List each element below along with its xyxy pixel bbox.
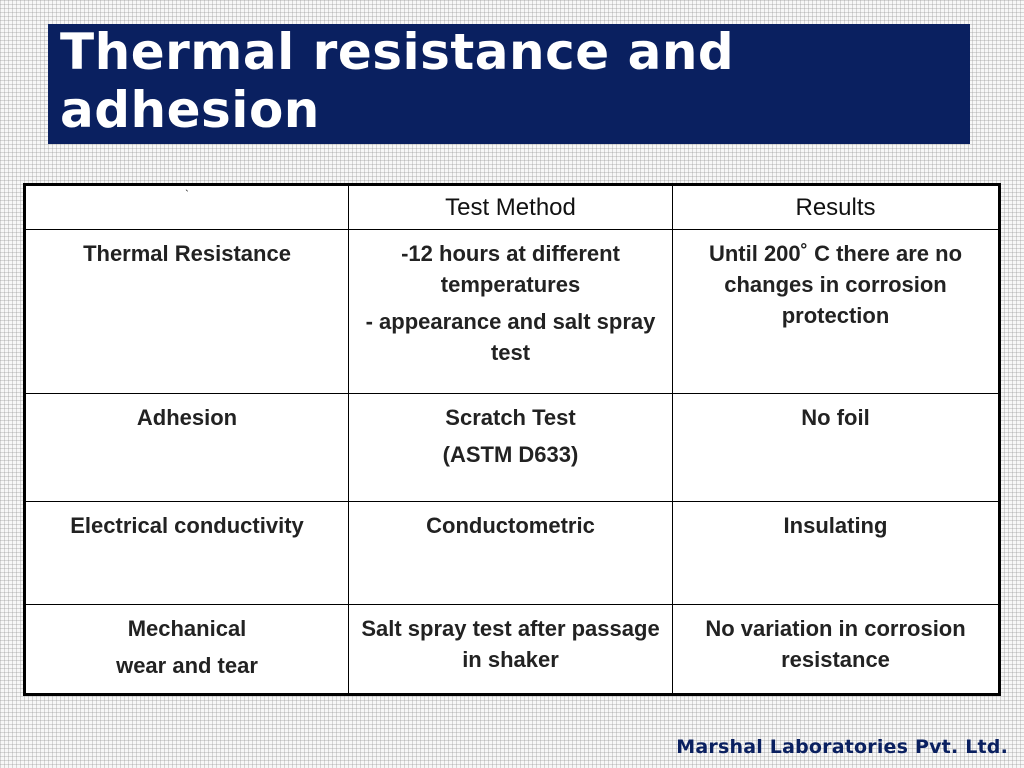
table-header-row [25, 185, 1000, 230]
property-text-line-1: Mechanical [127, 616, 247, 641]
title-bar [48, 24, 970, 144]
cell-test-method [349, 502, 673, 605]
result-text: No foil [801, 405, 870, 430]
result-text: No variation in corrosion resistance [705, 616, 966, 672]
cell-property [25, 605, 349, 695]
cell-result [673, 502, 1000, 605]
property-text: Thermal Resistance [83, 241, 291, 266]
property-text: Electrical conductivity [70, 513, 304, 538]
table-row-electrical-conductivity [25, 502, 1000, 605]
table-row-adhesion [25, 394, 1000, 502]
cell-result [673, 230, 1000, 394]
cell-result [673, 394, 1000, 502]
cell-test-method [349, 605, 673, 695]
cell-result [673, 605, 1000, 695]
cell-property [25, 502, 349, 605]
method-text: Salt spray test after passage in shaker [361, 616, 660, 672]
table-row-mechanical-wear [25, 605, 1000, 695]
cell-property [25, 230, 349, 394]
properties-table [23, 183, 1001, 696]
property-text-line-2: wear and tear [116, 653, 258, 678]
table-row-thermal-resistance [25, 230, 1000, 394]
property-text: Adhesion [136, 405, 238, 430]
company-footer: Marshal Laboratories Pvt. Ltd. [676, 736, 1008, 758]
cell-test-method [349, 230, 673, 394]
header-cell-results: Results [673, 185, 1000, 230]
header-cell-test-method: Test Method [349, 185, 673, 230]
method-text-line-1: -12 hours at different temperatures [401, 241, 620, 297]
slide-title: Thermal resistance and adhesion [60, 23, 735, 139]
cell-test-method [349, 394, 673, 502]
method-text-line-1: Scratch Test [445, 405, 576, 430]
method-text-line-2: - appearance and salt spray test [365, 309, 656, 365]
cell-property [25, 394, 349, 502]
method-text: Conductometric [426, 513, 595, 538]
result-text: Insulating [783, 513, 888, 538]
result-text: Until 200˚ C there are no changes in corrosion protection [708, 241, 963, 328]
method-text-line-2: (ASTM D633) [442, 442, 579, 467]
header-cell-property [25, 185, 349, 230]
corner-mark: ` [185, 189, 189, 201]
